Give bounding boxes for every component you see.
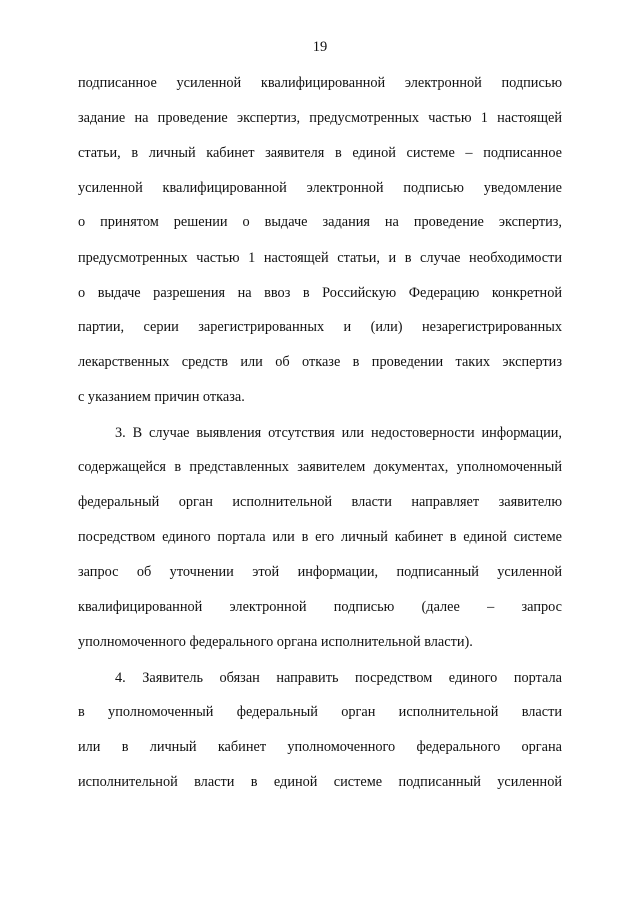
- paragraph-line: статьи, в личный кабинет заявителя в единой системе – подписанное: [78, 145, 562, 161]
- paragraph-line: 3. В случае выявления отсутствия или недостоверности информации,: [115, 425, 562, 441]
- paragraph-line: 4. Заявитель обязан направить посредством единого портала: [115, 670, 562, 686]
- paragraph-line: о выдаче разрешения на ввоз в Российскую Федерацию конкретной: [78, 285, 562, 301]
- paragraph-line: с указанием причин отказа.: [78, 389, 245, 405]
- paragraph-line: уполномоченного федерального органа исполнительной власти).: [78, 634, 473, 650]
- paragraph-line: задание на проведение экспертиз, предусмотренных частью 1 настоящей: [78, 110, 562, 126]
- paragraph-line: о принятом решении о выдаче задания на проведение экспертиз,: [78, 214, 562, 230]
- page-number: 19: [312, 39, 328, 55]
- paragraph-line: содержащейся в представленных заявителем документах, уполномоченный: [78, 459, 562, 475]
- paragraph-line: федеральный орган исполнительной власти направляет заявителю: [78, 494, 562, 510]
- paragraph-line: исполнительной власти в единой системе подписанный усиленной: [78, 774, 562, 790]
- paragraph-line: или в личный кабинет уполномоченного федерального органа: [78, 739, 562, 755]
- paragraph-line: усиленной квалифицированной электронной подписью уведомление: [78, 180, 562, 196]
- paragraph-line: в уполномоченный федеральный орган исполнительной власти: [78, 704, 562, 720]
- paragraph-line: посредством единого портала или в его личный кабинет в единой системе: [78, 529, 562, 545]
- paragraph-line: партии, серии зарегистрированных и (или) незарегистрированных: [78, 319, 562, 335]
- paragraph-line: подписанное усиленной квалифицированной электронной подписью: [78, 75, 562, 91]
- paragraph-line: лекарственных средств или об отказе в проведении таких экспертиз: [78, 354, 562, 370]
- paragraph-line: квалифицированной электронной подписью (далее – запрос: [78, 599, 562, 615]
- paragraph-line: запрос об уточнении этой информации, подписанный усиленной: [78, 564, 562, 580]
- paragraph-line: предусмотренных частью 1 настоящей статьи, и в случае необходимости: [78, 250, 562, 266]
